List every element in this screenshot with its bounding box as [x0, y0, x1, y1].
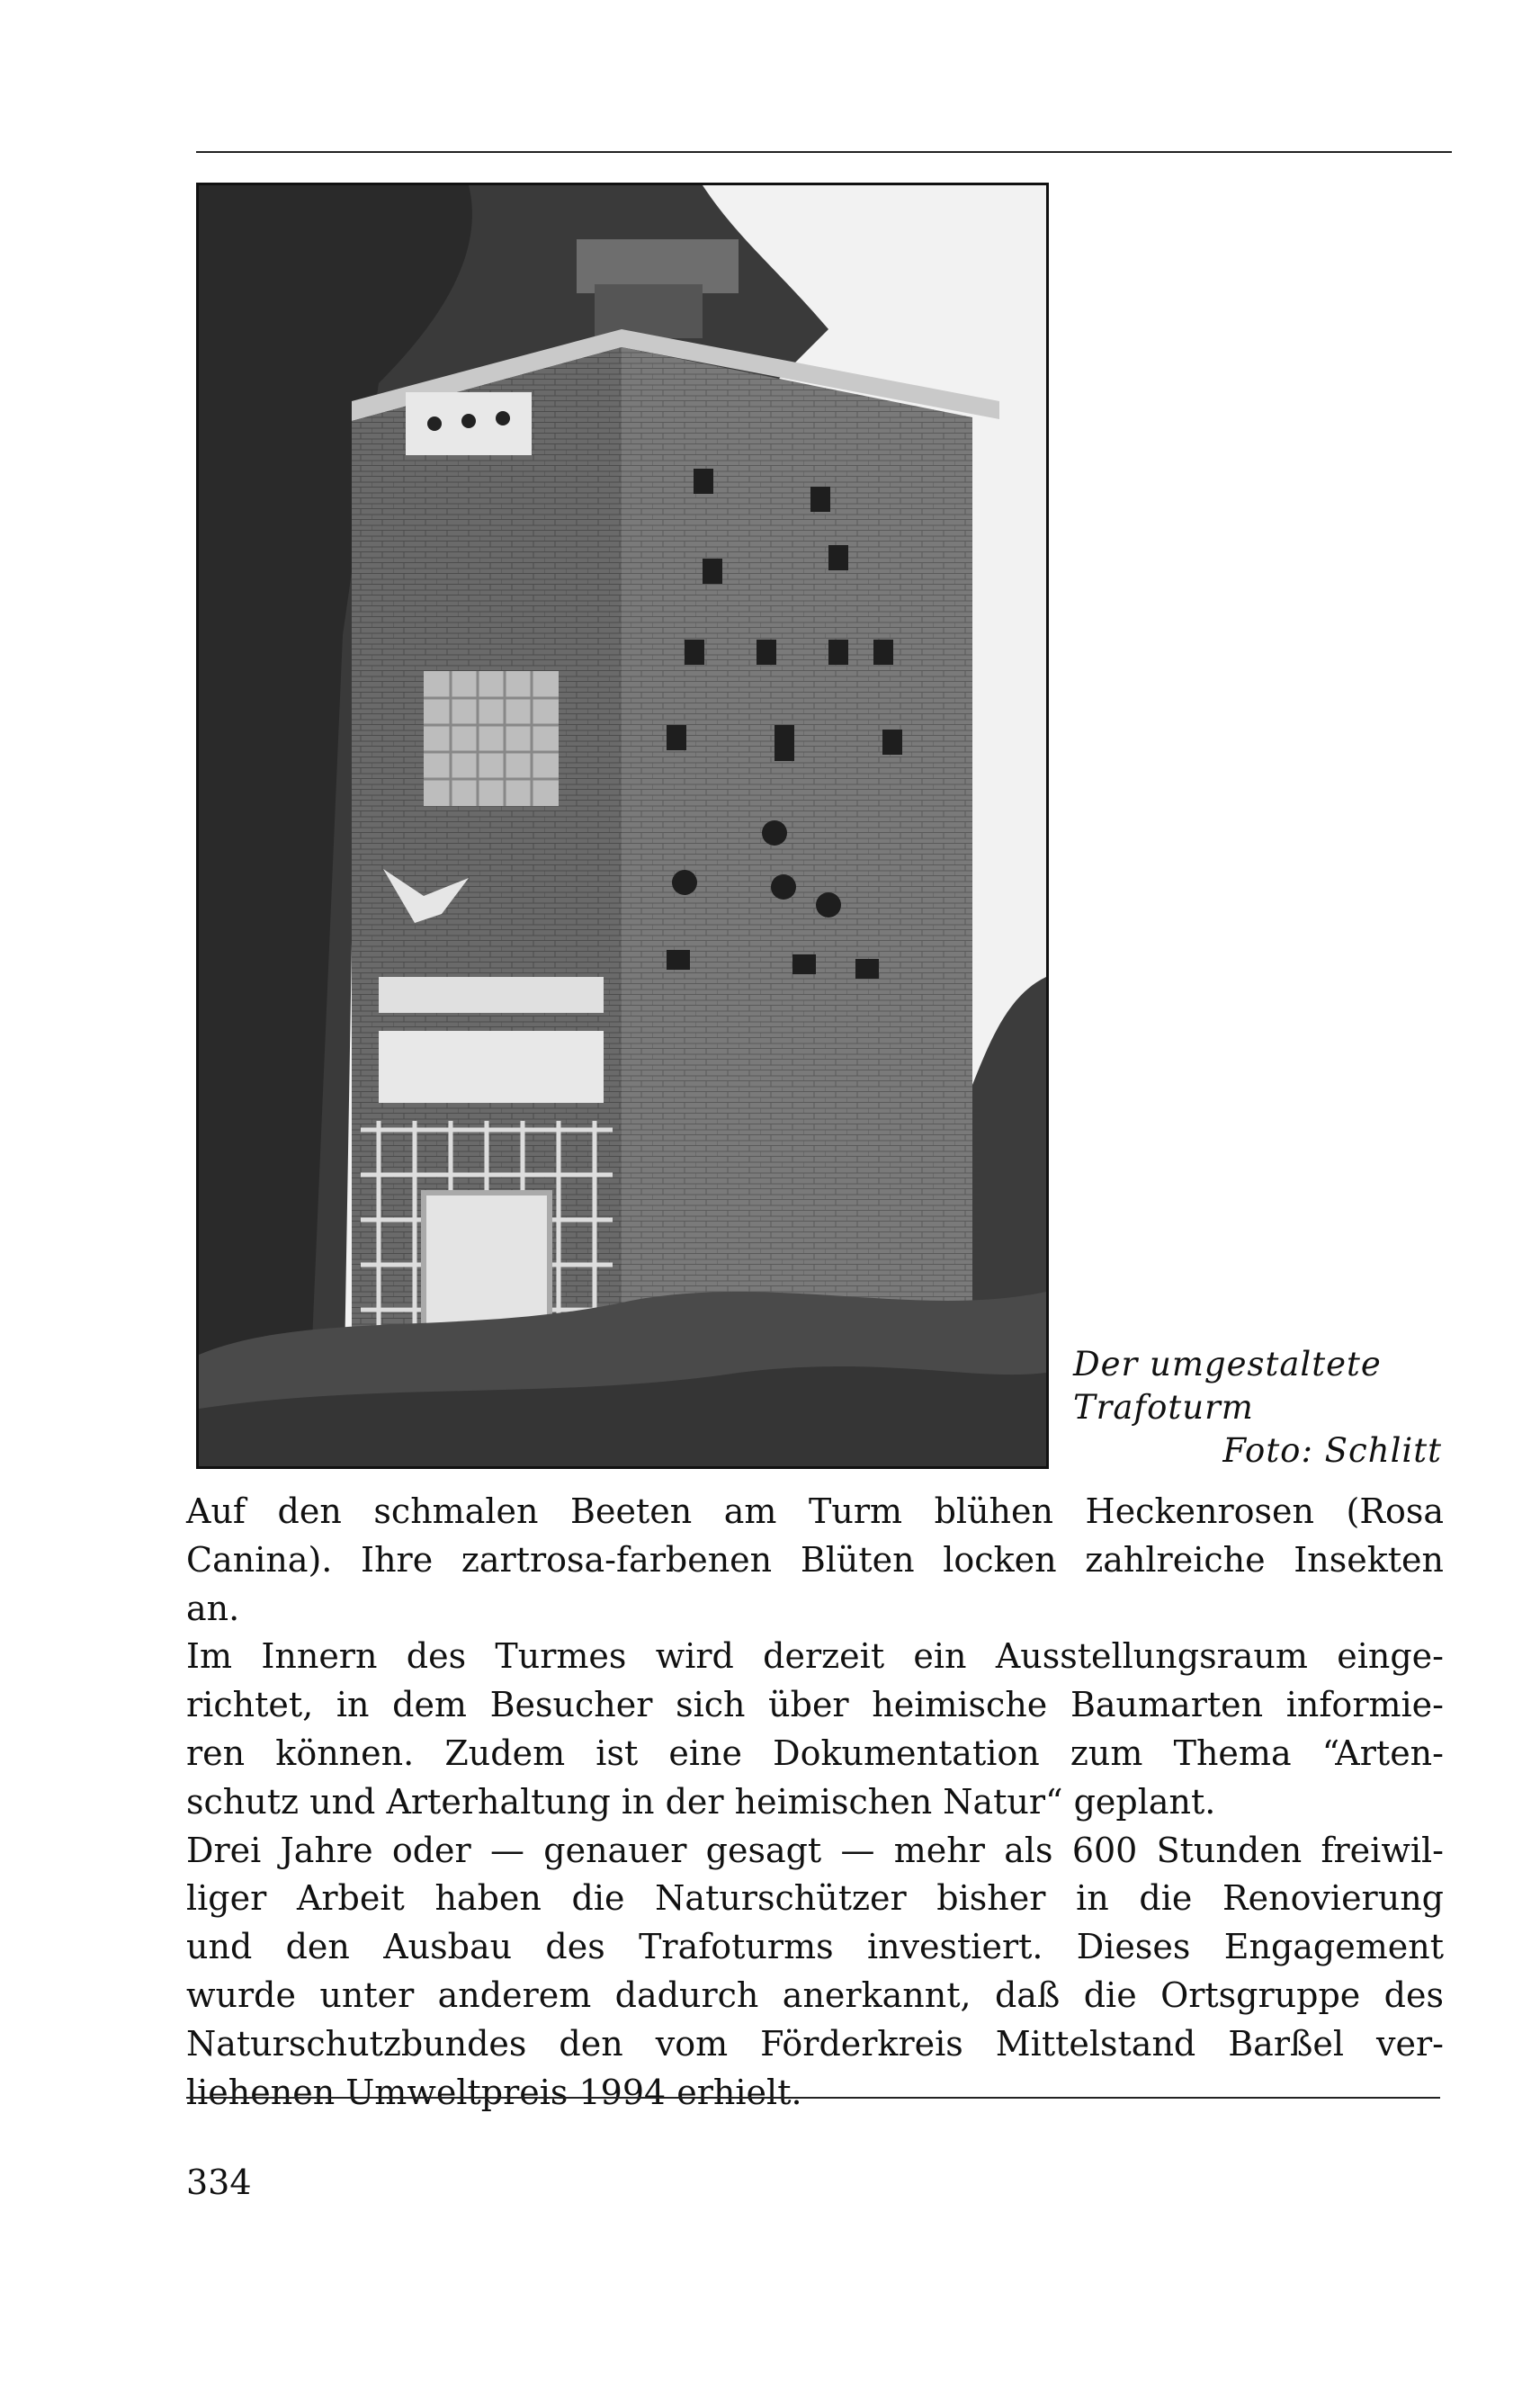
text-line: und den Ausbau des Trafoturms investiert. Dieses Engagement	[186, 1927, 1444, 1967]
text-line: an.	[186, 1588, 240, 1628]
text-line: liehenen Umweltpreis 1994 erhielt.	[186, 2072, 802, 2112]
top-rule	[196, 151, 1452, 153]
paragraph	[186, 1633, 1444, 1826]
page-number: 334	[186, 2163, 252, 2202]
text-line: Im Innern des Turmes wird derzeit ein Ausstellungsraum einge-	[186, 1636, 1444, 1677]
photo-caption	[1073, 1343, 1442, 1473]
caption-line: Trafoturm	[1073, 1388, 1254, 1427]
tower-photo	[196, 183, 1049, 1469]
body-text	[186, 1488, 1444, 2117]
text-line: liger Arbeit haben die Naturschützer bisher in die Renovierung	[186, 1878, 1444, 1919]
text-line: Canina). Ihre zartrosa-farbenen Blüten locken zahlreiche Insekten	[186, 1539, 1444, 1580]
text-line: Auf den schmalen Beeten am Turm blühen Heckenrosen (Rosa	[186, 1491, 1444, 1531]
text-line: Naturschutzbundes den vom Förderkreis Mittelstand Barßel ver-	[186, 2023, 1444, 2064]
caption-line: Der umgestaltete	[1073, 1345, 1382, 1384]
paragraph	[186, 1488, 1444, 1633]
text-line: richtet, in dem Besucher sich über heimische Baumarten informie-	[186, 1685, 1444, 1725]
text-line: Drei Jahre oder — genauer gesagt — mehr als 600 Stunden freiwil-	[186, 1830, 1444, 1870]
bottom-rule	[186, 2097, 1440, 2099]
photo-credit: Foto: Schlitt	[1222, 1431, 1442, 1470]
paragraph	[186, 1827, 1444, 2118]
text-line: wurde unter anderem dadurch anerkannt, daß die Ortsgruppe des	[186, 1975, 1444, 2015]
text-line: ren können. Zudem ist eine Dokumentation zum Thema “Arten-	[186, 1733, 1444, 1773]
text-line: schutz und Arterhaltung in der heimischen Natur“ geplant.	[186, 1781, 1216, 1822]
